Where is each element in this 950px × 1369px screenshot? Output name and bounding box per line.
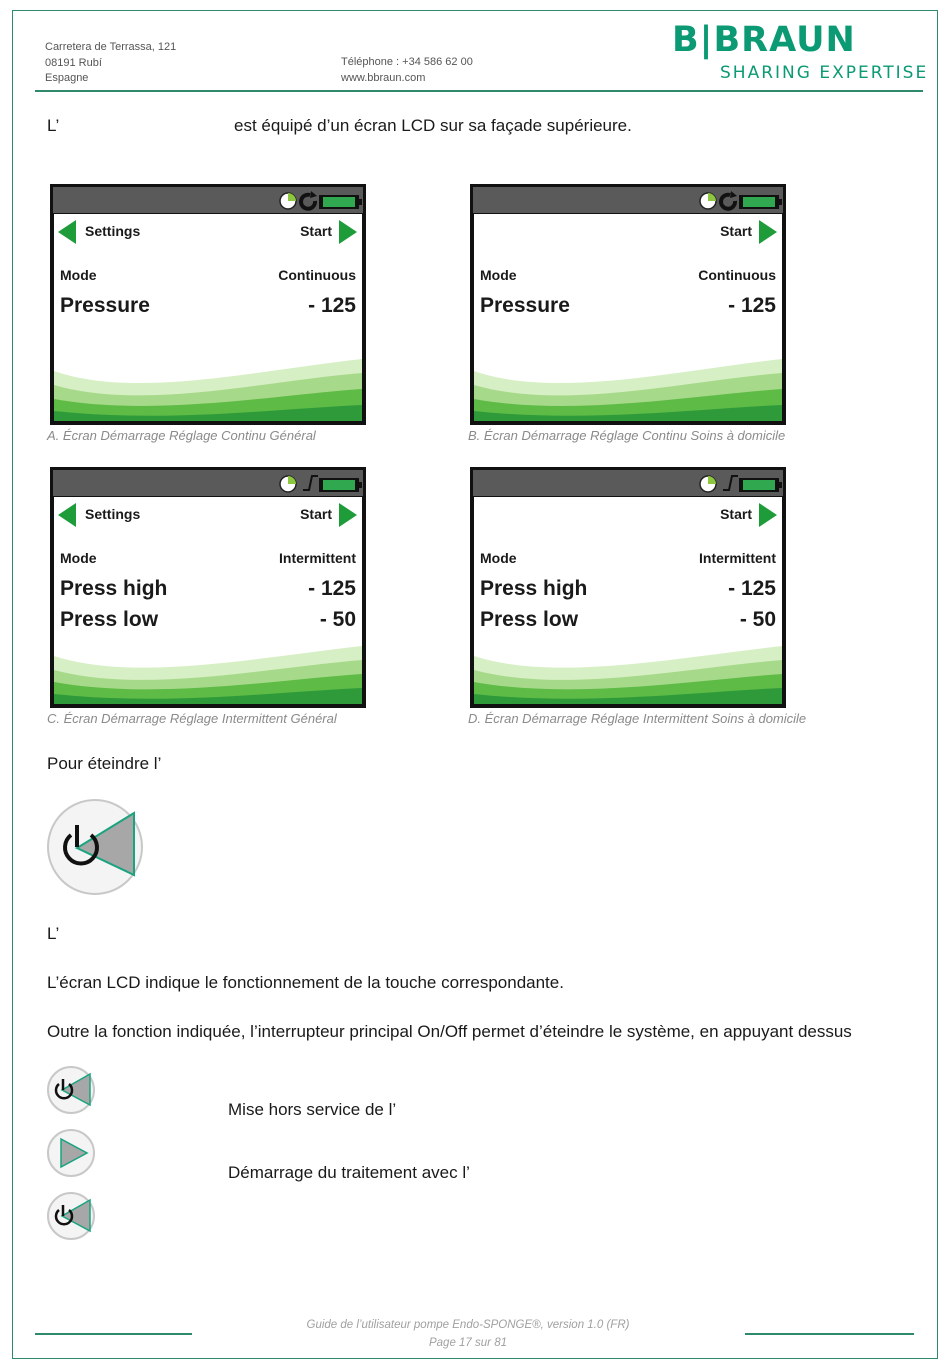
left-arrow-icon[interactable] [58,503,76,527]
lcd-screen-b [470,184,786,425]
caption-a: A. Écran Démarrage Réglage Continu Général [47,428,316,443]
mode-value: Intermittent [279,550,356,566]
address-block [45,40,176,87]
right-arrow-icon[interactable] [759,503,777,527]
press-low-value: - 50 [319,608,356,631]
mode-label: Mode [60,550,97,566]
press-high-label: Press high [480,577,588,600]
pressure-value: - 125 [308,294,356,317]
address-line: Carretera de Terrassa, 121 [45,41,177,53]
page-number: Page 17 sur 81 [428,1337,507,1349]
lcd-display [54,497,362,704]
key-start[interactable] [47,1129,95,1177]
mode-label: Mode [480,550,517,566]
pressure-value: - 125 [728,294,776,317]
green-wave-decoration [474,640,782,704]
address-line: Espagne [45,72,89,84]
phone-text: Téléphone : +34 586 62 00 [341,56,473,68]
left-arrow-icon[interactable] [58,220,76,244]
press-high-label: Press high [60,577,168,600]
key-row-text: Démarrage du traitement avec l’ [228,1163,470,1182]
mode-value: Continuous [278,267,356,283]
green-wave-decoration [474,351,782,421]
header-divider [35,90,923,92]
green-wave-decoration [54,640,362,704]
caption-d: D. Écran Démarrage Réglage Intermittent Soins à domicile [468,711,807,726]
lcd-screen-d [470,467,786,708]
start-label[interactable]: Start [720,506,752,522]
pressure-label: Pressure [60,294,150,317]
play-icon [49,1131,93,1175]
settings-label[interactable]: Settings [85,506,141,522]
lcd-display [54,214,362,421]
key-power-off-2[interactable] [47,1192,95,1240]
contact-block [341,55,473,86]
press-low-label: Press low [480,608,579,631]
caption-c: C. Écran Démarrage Réglage Intermittent Général [47,711,337,726]
turn-off-text: Pour éteindre l’ [47,754,162,773]
website-link[interactable]: www.bbraun.com [341,71,426,84]
key-power-off[interactable] [47,1066,95,1114]
footer-line-right [745,1333,914,1335]
lcd-screen-a [50,184,366,425]
intro-text: est équipé d’un écran LCD sur sa façade supérieure. [234,116,632,135]
settings-label[interactable]: Settings [85,223,141,239]
mode-value: Intermittent [699,550,776,566]
press-high-value: - 125 [728,577,776,600]
status-icons [473,470,783,496]
mode-value: Continuous [698,267,776,283]
status-icons [53,470,363,496]
right-arrow-icon[interactable] [339,503,357,527]
right-arrow-icon[interactable] [759,220,777,244]
l-prefix-text: L’ [47,924,60,943]
start-label[interactable]: Start [300,223,332,239]
pressure-label: Pressure [480,294,570,317]
status-bar [473,187,783,213]
green-wave-decoration [54,351,362,421]
press-low-value: - 50 [739,608,776,631]
lcd-screen-c [50,467,366,708]
footer-title: Guide de l’utilisateur pompe Endo-SPONGE®, version 1.0 (FR) [306,1319,630,1331]
footer-line-left [35,1333,192,1335]
start-label[interactable]: Start [720,223,752,239]
status-bar [53,187,363,213]
mode-label: Mode [60,267,97,283]
bbraun-logo: B|BRAUN [672,20,856,60]
logo-tagline: SHARING EXPERTISE [720,63,929,83]
power-off-icon [49,1194,93,1238]
right-arrow-icon[interactable] [339,220,357,244]
status-icons [473,187,783,213]
status-bar [53,470,363,496]
key-row-text: Mise hors service de l’ [228,1100,397,1119]
onoff-description: Outre la fonction indiquée, l’interrupteur principal On/Off permet d’éteindre le système, en appuyant dessus [47,1022,852,1041]
caption-b: B. Écran Démarrage Réglage Continu Soins à domicile [468,428,786,443]
power-off-button[interactable] [47,799,143,895]
status-bar [473,470,783,496]
status-icons [53,187,363,213]
start-label[interactable]: Start [300,506,332,522]
press-low-label: Press low [60,608,159,631]
press-high-value: - 125 [308,577,356,600]
mode-label: Mode [480,267,517,283]
intro-prefix: L’ [47,116,60,135]
lcd-display [474,214,782,421]
lcd-description: L’écran LCD indique le fonctionnement de la touche correspondante. [47,973,564,992]
power-off-icon [49,801,141,893]
power-off-icon [49,1068,93,1112]
lcd-display [474,497,782,704]
address-line: 08191 Rubí [45,56,102,69]
